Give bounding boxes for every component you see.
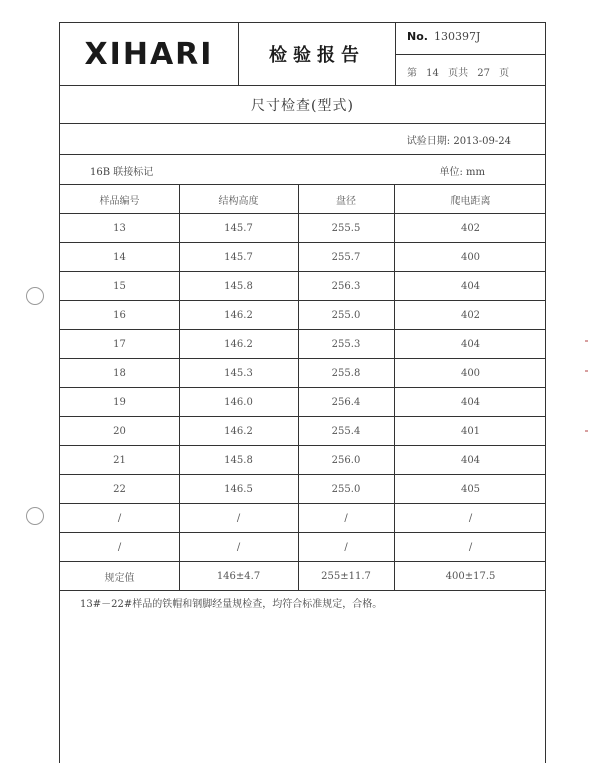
table-cell: 17 xyxy=(113,339,126,350)
table-cell: 404 xyxy=(460,339,481,350)
table-cell: 405 xyxy=(460,484,481,495)
table-cell: / xyxy=(468,513,473,524)
table-cell: 146.2 xyxy=(224,426,253,437)
unit-label: 单位: mm xyxy=(439,166,485,178)
table-cell: 145.3 xyxy=(224,368,253,379)
column-header: 结构高度 xyxy=(218,196,259,207)
test-date: 试验日期: 2013-09-24 xyxy=(406,135,511,147)
table-cell: 15 xyxy=(113,281,126,292)
table-cell: 18 xyxy=(113,368,126,379)
table-cell: / xyxy=(117,513,122,524)
table-cell: 146.5 xyxy=(224,484,253,495)
column-divider xyxy=(394,185,395,591)
table-cell: / xyxy=(344,513,348,524)
table-cell: 255±11.7 xyxy=(321,571,371,582)
conclusion-note: 13#－22#样品的铁帽和钢脚经量规检查，均符合标准规定，合格。 xyxy=(80,599,383,610)
table-cell: 255.8 xyxy=(331,368,361,379)
report-number-value: 130397J xyxy=(433,30,481,43)
table-cell: 255.3 xyxy=(331,339,361,350)
report-sheet xyxy=(59,22,546,763)
company-logo: XIHARI xyxy=(84,36,214,72)
table-cell: 20 xyxy=(113,426,126,437)
table-cell: 404 xyxy=(460,397,481,408)
punch-hole-bottom xyxy=(26,507,44,525)
column-header: 爬电距离 xyxy=(450,196,491,207)
table-cell: / xyxy=(236,542,241,553)
table-cell: 255.7 xyxy=(331,252,361,263)
section-title: 尺寸检查(型式) xyxy=(251,98,354,114)
table-cell: 256.0 xyxy=(331,455,361,466)
no-label: No. xyxy=(407,30,428,43)
scan-mark xyxy=(585,340,588,342)
table-cell: 255.0 xyxy=(331,484,361,495)
table-cell: 规定值 xyxy=(104,573,135,584)
table-cell: 402 xyxy=(460,223,481,234)
column-header: 盘径 xyxy=(336,196,356,207)
table-cell: 255.5 xyxy=(331,223,361,234)
table-cell: 401 xyxy=(460,426,481,437)
table-cell: 145.8 xyxy=(224,281,253,292)
table-cell: 145.8 xyxy=(224,455,253,466)
table-cell: 400 xyxy=(460,368,481,379)
column-header: 样品编号 xyxy=(99,196,140,207)
table-cell: 400±17.5 xyxy=(445,571,496,582)
table-cell: 19 xyxy=(113,397,126,408)
punch-hole-top xyxy=(26,287,44,305)
table-cell: 16 xyxy=(113,310,126,321)
table-cell: / xyxy=(117,542,122,553)
table-cell: 145.7 xyxy=(224,252,253,263)
table-cell: 402 xyxy=(460,310,481,321)
report-title: 检验报告 xyxy=(269,45,365,66)
scan-mark xyxy=(585,430,588,432)
table-cell: 21 xyxy=(113,455,126,466)
table-cell: 146±4.7 xyxy=(216,571,261,582)
table-cell: 404 xyxy=(460,281,481,292)
column-divider xyxy=(298,185,299,591)
scan-mark xyxy=(585,370,588,372)
table-cell: 14 xyxy=(113,252,126,263)
table-cell: / xyxy=(468,542,473,553)
table-cell: 400 xyxy=(460,252,481,263)
page-info: 第 14 页共 27 页 xyxy=(407,68,510,79)
table-cell: 256.4 xyxy=(331,397,361,408)
table-cell: 255.4 xyxy=(331,426,361,437)
table-cell: 255.0 xyxy=(331,310,361,321)
table-cell: 146.2 xyxy=(224,310,253,321)
table-cell: 404 xyxy=(460,455,481,466)
table-cell: / xyxy=(236,513,241,524)
report-number xyxy=(407,30,480,43)
sample-label: 16B 联接标记 xyxy=(90,166,154,178)
column-divider xyxy=(179,185,180,591)
table-cell: 256.3 xyxy=(331,281,361,292)
table-cell: 146.0 xyxy=(224,397,253,408)
table-cell: 13 xyxy=(113,223,126,234)
table-cell: / xyxy=(344,542,348,553)
table-cell: 145.7 xyxy=(224,223,253,234)
table-cell: 146.2 xyxy=(224,339,253,350)
table-cell: 22 xyxy=(113,484,126,495)
